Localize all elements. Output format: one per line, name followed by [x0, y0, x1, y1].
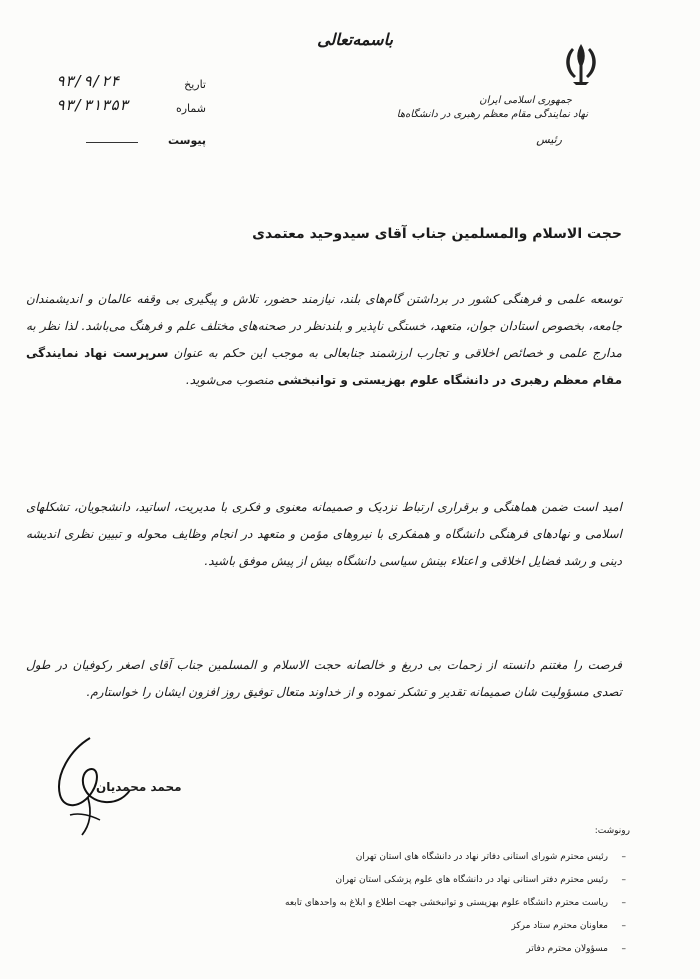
- cc-list: [128, 846, 626, 961]
- date-value: ۹۳/۹/۲۴: [56, 72, 120, 90]
- cc-item: [128, 869, 626, 892]
- body-paragraph-1: [26, 286, 622, 394]
- cc-bullet: –: [621, 898, 626, 908]
- attachment-label: پیوست: [168, 134, 206, 147]
- p1-text-b: منصوب می‌شوید.: [185, 373, 274, 387]
- cc-bullet: –: [621, 921, 626, 931]
- p1-appointment-title: سرپرست نهاد نمایندگی مقام معظم رهبری در دانشگاه علوم بهزیستی و توانبخشی: [26, 346, 622, 387]
- cc-item: [128, 938, 626, 961]
- cc-item-text: ریاست محترم دانشگاه علوم بهزیستی و توانبخشی جهت اطلاع و ابلاغ به واحدهای تابعه: [285, 898, 608, 908]
- number-label: شماره: [175, 102, 206, 115]
- org-line-1: جمهوری اسلامی ایران: [479, 95, 572, 106]
- cc-item: [128, 892, 626, 915]
- date-label: تاریخ: [184, 78, 206, 91]
- cc-item: [128, 846, 626, 869]
- attachment-line: [86, 142, 138, 143]
- org-line-3: رئیس: [536, 133, 562, 146]
- cc-bullet: –: [621, 944, 626, 954]
- cc-item-text: معاونان محترم ستاد مرکز: [511, 921, 608, 931]
- body-paragraph-2: امید است ضمن هماهنگی و برقراری ارتباط نزدیک و صمیمانه معنوی و فکری با مدیریت، اساتید، دانشجویان، تشکلهای اسلامی و نهادهای فرهنگی دانشگاه و همفکری با نیروهای مؤمن و متعهد در انجام وظایف محوله و تبیین نظری اندیشه دینی و رشد فضایل اخلاقی و اعتلاء بینش سیاسی دانشگاه بیش از پیش موفق باشید.: [26, 500, 622, 568]
- cc-item-text: رئیس محترم شورای استانی دفاتر نهاد در دانشگاه های استان تهران: [355, 852, 608, 862]
- p1-text-a: توسعه علمی و فرهنگی کشور در برداشتن گام‌های بلند، نیازمند حضور، تلاش و پیگیری بی وقفه عالمان و اندیشمندان جامعه، بخصوص استادان جوان، متعهد، خستگی ناپذیر و بلندنظر در صحنه‌های مختلف علم و فرهنگ می‌باشد. لذا نظر به مدارج علمی و خصائص اخلاقی و تجارب ارزشمند جنابعالی به موجب این حکم به عنوان: [26, 292, 622, 360]
- iran-emblem-icon: [556, 38, 606, 88]
- cc-bullet: –: [621, 852, 626, 862]
- number-value: ۹۳/۳۱۳۵۳: [56, 96, 129, 114]
- signatory-name: محمد محمدیان: [96, 780, 182, 794]
- cc-item: [128, 915, 626, 938]
- cc-title: رونوشت:: [594, 826, 630, 836]
- salutation: حجت الاسلام والمسلمین جناب آقای سیدوحید معتمدی: [252, 226, 622, 242]
- body-paragraph-3: فرصت را مغتنم دانسته از زحمات بی دریغ و خالصانه حجت الاسلام و المسلمین جناب آقای اصغر رکوفیان در طول تصدی مسؤولیت شان صمیمانه تقدیر و تشکر نموده و از خداوند متعال توفیق روز افزون ایشان را خواستارم.: [26, 658, 622, 699]
- cc-bullet: –: [621, 875, 626, 885]
- bismillah-heading: باسمه‌تعالی: [317, 30, 393, 49]
- cc-item-text: رئیس محترم دفتر استانی نهاد در دانشگاه های علوم پزشکی استان تهران: [335, 875, 608, 885]
- org-line-2: نهاد نمایندگی مقام معظم رهبری در دانشگاه‌ها: [396, 109, 588, 120]
- cc-item-text: مسؤولان محترم دفاتر: [526, 944, 608, 954]
